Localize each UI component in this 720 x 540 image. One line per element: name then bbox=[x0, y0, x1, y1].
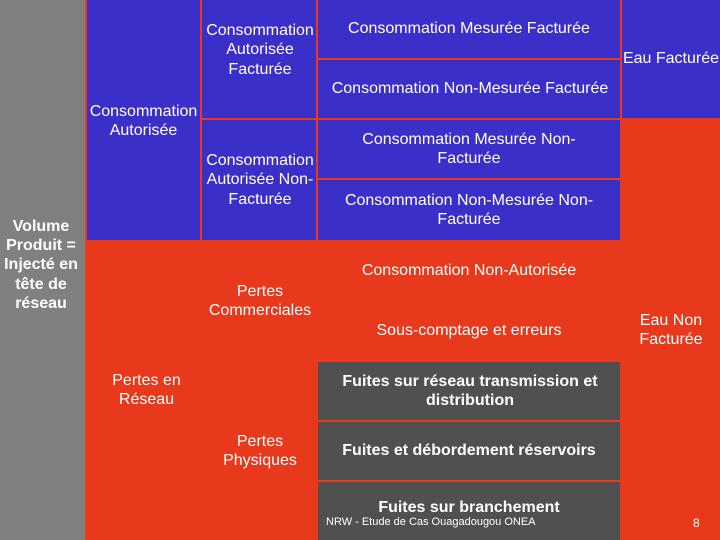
billed-authorized-label: Consommation Autorisée Facturée bbox=[206, 22, 314, 78]
page-number: 8 bbox=[693, 516, 700, 530]
unauthorized-label: Consommation Non-Autorisée bbox=[361, 262, 577, 280]
unbilled-authorized-label: Consommation Autorisée Non-Facturée bbox=[206, 152, 314, 208]
connection-leaks-label: Fuites sur branchement bbox=[378, 499, 560, 517]
footer-caption: NRW - Etude de Cas Ouagadougou ONEA bbox=[326, 516, 536, 528]
revenue-water-label: Eau Facturée bbox=[622, 50, 720, 68]
reservoir-leaks-label: Fuites et débordement réservoirs bbox=[342, 442, 596, 460]
authorized-consumption-label: Consommation Autorisée bbox=[89, 102, 198, 139]
physical-losses-label: Pertes Physiques bbox=[223, 432, 297, 469]
water-losses-label: Pertes en Réseau bbox=[112, 371, 181, 408]
unbilled-metered-label: Consommation Mesurée Non-Facturée bbox=[362, 130, 576, 167]
metering-errors-label: Sous-comptage et erreurs bbox=[376, 322, 562, 340]
unbilled-unmetered-label: Consommation Non-Mesurée Non-Facturée bbox=[344, 191, 594, 228]
transmission-leaks-label: Fuites sur réseau transmission et distribution bbox=[342, 372, 598, 409]
billed-unmetered-label: Consommation Non-Mesurée Facturée bbox=[331, 80, 609, 98]
billed-metered-label: Consommation Mesurée Facturée bbox=[348, 20, 590, 38]
system-input-volume-label: Volume Produit = Injecté en tête de réseau bbox=[4, 218, 78, 312]
commercial-losses-label: Pertes Commerciales bbox=[208, 282, 312, 319]
non-revenue-water-label: Eau Non Facturée bbox=[639, 311, 703, 348]
